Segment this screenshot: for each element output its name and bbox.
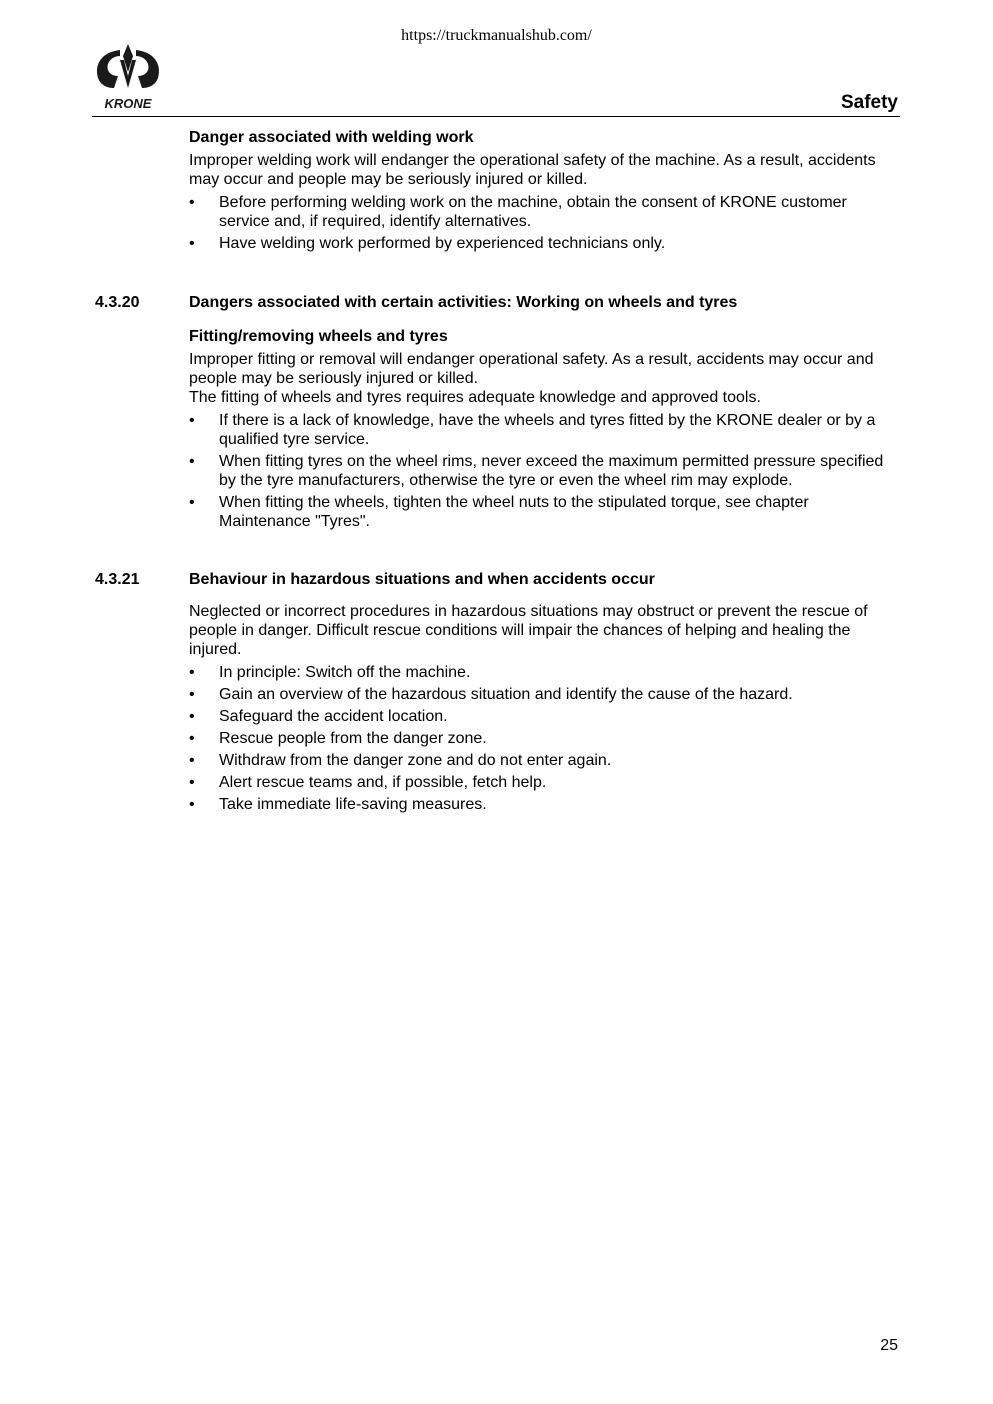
bullet-icon: • [189, 494, 195, 511]
bullet-icon: • [189, 774, 195, 791]
list-item: • Withdraw from the danger zone and do not enter again. [189, 752, 612, 769]
list-item: • In principle: Switch off the machine. [189, 664, 471, 681]
section-body [189, 327, 901, 534]
list-item: • When fitting the wheels, tighten the wheel nuts to the stipulated torque, see chapter Maintenance "Tyres". [189, 494, 809, 530]
list-item: • Rescue people from the danger zone. [189, 730, 487, 747]
krone-logo [92, 42, 164, 114]
list-item: • Take immediate life-saving measures. [189, 796, 487, 813]
welding-block [189, 128, 901, 256]
section-title: Dangers associated with certain activities: Working on wheels and tyres [189, 294, 738, 311]
page-number: 25 [880, 1337, 898, 1354]
paragraph: The fitting of wheels and tyres requires adequate knowledge and approved tools. [189, 389, 761, 406]
list-item: • When fitting tyres on the wheel rims, never exceed the maximum permitted pressure specified by the tyre manufacturers, otherwise the tyre or even the wheel rim may explode. [189, 453, 884, 489]
list-item: • Safeguard the accident location. [189, 708, 448, 725]
hazard-bullets [189, 663, 901, 814]
section-title: Behaviour in hazardous situations and when accidents occur [189, 571, 655, 588]
bullet-icon: • [189, 194, 195, 211]
paragraph: Improper fitting or removal will endanger operational safety. As a result, accidents may occur and people may be seriously injured or killed. [189, 351, 874, 387]
paragraph: Neglected or incorrect procedures in hazardous situations may obstruct or prevent the rescue of people in danger. Difficult rescue conditions will impair the chances of helping and healing the injured. [189, 603, 868, 658]
bullet-icon: • [189, 708, 195, 725]
source-url[interactable]: https://truckmanualshub.com/ [401, 27, 592, 44]
list-item: • Have welding work performed by experienced technicians only. [189, 235, 666, 252]
bullet-icon: • [189, 796, 195, 813]
bullet-icon: • [189, 453, 195, 470]
welding-heading: Danger associated with welding work [189, 129, 474, 146]
list-item: • Alert rescue teams and, if possible, fetch help. [189, 774, 547, 791]
section-number: 4.3.21 [95, 571, 140, 588]
bullet-icon: • [189, 730, 195, 747]
list-item: • If there is a lack of knowledge, have the wheels and tyres fitted by the KRONE dealer or by a qualified tyre service. [189, 412, 876, 448]
subheading: Fitting/removing wheels and tyres [189, 328, 448, 345]
bullet-icon: • [189, 686, 195, 703]
list-item: • Gain an overview of the hazardous situation and identify the cause of the hazard. [189, 686, 793, 703]
svg-text:KRONE: KRONE [104, 96, 152, 111]
bullet-icon: • [189, 664, 195, 681]
section-body [189, 602, 901, 817]
welding-bullets [189, 193, 901, 253]
welding-text: Improper welding work will endanger the operational safety of the machine. As a result, accidents may occur and people may be seriously injured or killed. [189, 152, 876, 188]
bullet-icon: • [189, 752, 195, 769]
header-divider [92, 116, 900, 117]
tyre-bullets [189, 411, 901, 531]
section-number: 4.3.20 [95, 294, 140, 311]
bullet-icon: • [189, 412, 195, 429]
bullet-icon: • [189, 235, 195, 252]
chapter-title: Safety [840, 92, 898, 113]
list-item: • Before performing welding work on the machine, obtain the consent of KRONE customer service and, if required, identify alternatives. [189, 194, 847, 230]
